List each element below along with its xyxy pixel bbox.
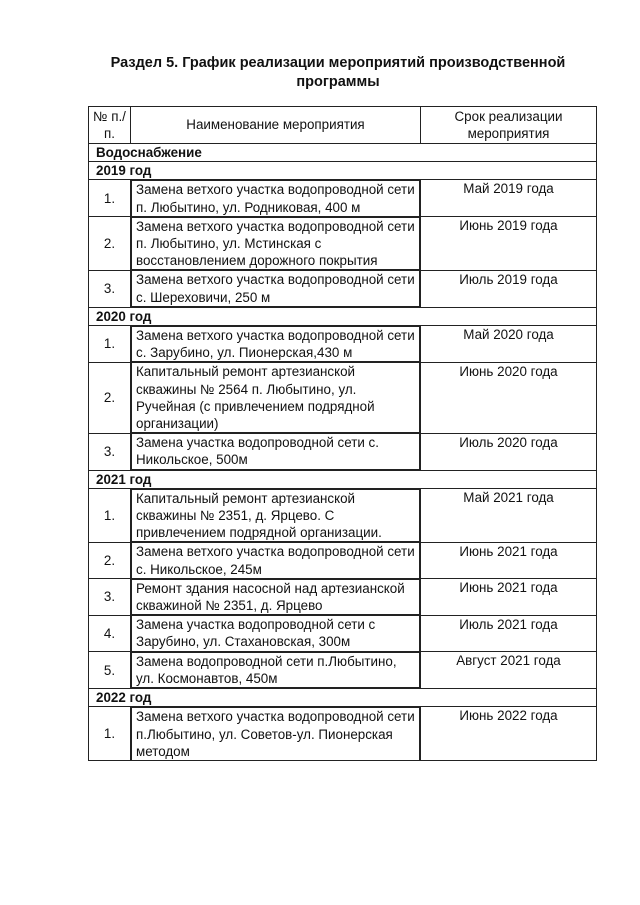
row-number: 1. — [89, 488, 131, 542]
section-title: Водоснабжение — [89, 144, 597, 162]
row-term: Июнь 2020 года — [421, 362, 597, 433]
table-row — [89, 326, 597, 363]
table-row — [89, 542, 597, 578]
row-activity-name: Капитальный ремонт артезианской скважины № 2564 п. Любытино, ул. Ручейная (с привлечением подрядной организации) — [131, 362, 420, 433]
row-term: Май 2021 года — [421, 488, 597, 542]
year-row — [89, 689, 597, 707]
row-term: Июнь 2022 года — [421, 707, 597, 761]
row-number: 1. — [89, 707, 131, 761]
year-row — [89, 470, 597, 488]
row-activity-name: Замена водопроводной сети п.Любытино, ул. Космонавтов, 450м — [131, 652, 420, 688]
section-row — [89, 144, 597, 162]
year-row — [89, 307, 597, 325]
year-label: 2022 год — [89, 689, 597, 707]
row-number: 3. — [89, 579, 131, 615]
row-term: Июнь 2019 года — [421, 217, 597, 271]
table-row — [89, 488, 597, 542]
header-name: Наименование мероприятия — [131, 107, 421, 144]
page-title: Раздел 5. График реализации мероприятий производственной программы — [110, 55, 566, 90]
row-activity-name: Замена участка водопроводной сети с Зарубино, ул. Стахановская, 300м — [131, 615, 420, 651]
table-row — [89, 362, 597, 433]
row-activity-name: Замена ветхого участка водопроводной сети с. Зарубино, ул. Пионерская,430 м — [131, 326, 420, 362]
row-number: 2. — [89, 217, 131, 271]
row-term: Июль 2020 года — [421, 433, 597, 470]
row-number: 1. — [89, 326, 131, 363]
row-term: Июнь 2021 года — [421, 542, 597, 578]
row-term: Май 2020 года — [421, 326, 597, 363]
table-row — [89, 433, 597, 470]
row-activity-name: Капитальный ремонт артезианской скважины № 2351, д. Ярцево. С привлечением подрядной организации. — [131, 489, 420, 543]
row-number: 1. — [89, 180, 131, 217]
table-row — [89, 270, 597, 307]
row-number: 3. — [89, 433, 131, 470]
table-row — [89, 707, 597, 761]
schedule-table — [88, 106, 597, 761]
table-row — [89, 652, 597, 689]
header-term: Срок реализации мероприятия — [421, 107, 597, 144]
row-activity-name: Замена ветхого участка водопроводной сети п. Любытино, ул. Родниковая, 400 м — [131, 180, 420, 216]
year-row — [89, 162, 597, 180]
row-number: 2. — [89, 362, 131, 433]
table-row — [89, 615, 597, 651]
row-number: 4. — [89, 615, 131, 651]
row-activity-name: Замена ветхого участка водопроводной сети с. Шереховичи, 250 м — [131, 270, 420, 306]
row-number: 3. — [89, 270, 131, 307]
row-number: 2. — [89, 542, 131, 578]
row-activity-name: Замена ветхого участка водопроводной сети п.Любытино, ул. Советов-ул. Пионерская методом — [131, 707, 420, 761]
row-term: Август 2021 года — [421, 652, 597, 689]
row-term: Июль 2021 года — [421, 615, 597, 651]
row-number: 5. — [89, 652, 131, 689]
table-row — [89, 579, 597, 615]
year-label: 2021 год — [89, 470, 597, 488]
row-term: Май 2019 года — [421, 180, 597, 217]
header-num: № п./п. — [89, 107, 131, 144]
table-header-row — [89, 107, 597, 144]
table-row — [89, 180, 597, 217]
row-activity-name: Замена ветхого участка водопроводной сети с. Никольское, 245м — [131, 542, 420, 578]
row-activity-name: Ремонт здания насосной над артезианской скважиной № 2351, д. Ярцево — [131, 579, 420, 615]
year-label: 2020 год — [89, 307, 597, 325]
row-term: Июль 2019 года — [421, 270, 597, 307]
row-activity-name: Замена участка водопроводной сети с. Никольское, 500м — [131, 433, 420, 469]
row-activity-name: Замена ветхого участка водопроводной сети п. Любытино, ул. Мстинская с восстановлением дорожного покрытия — [131, 217, 420, 271]
table-row — [89, 217, 597, 271]
year-label: 2019 год — [89, 162, 597, 180]
row-term: Июнь 2021 года — [421, 579, 597, 615]
